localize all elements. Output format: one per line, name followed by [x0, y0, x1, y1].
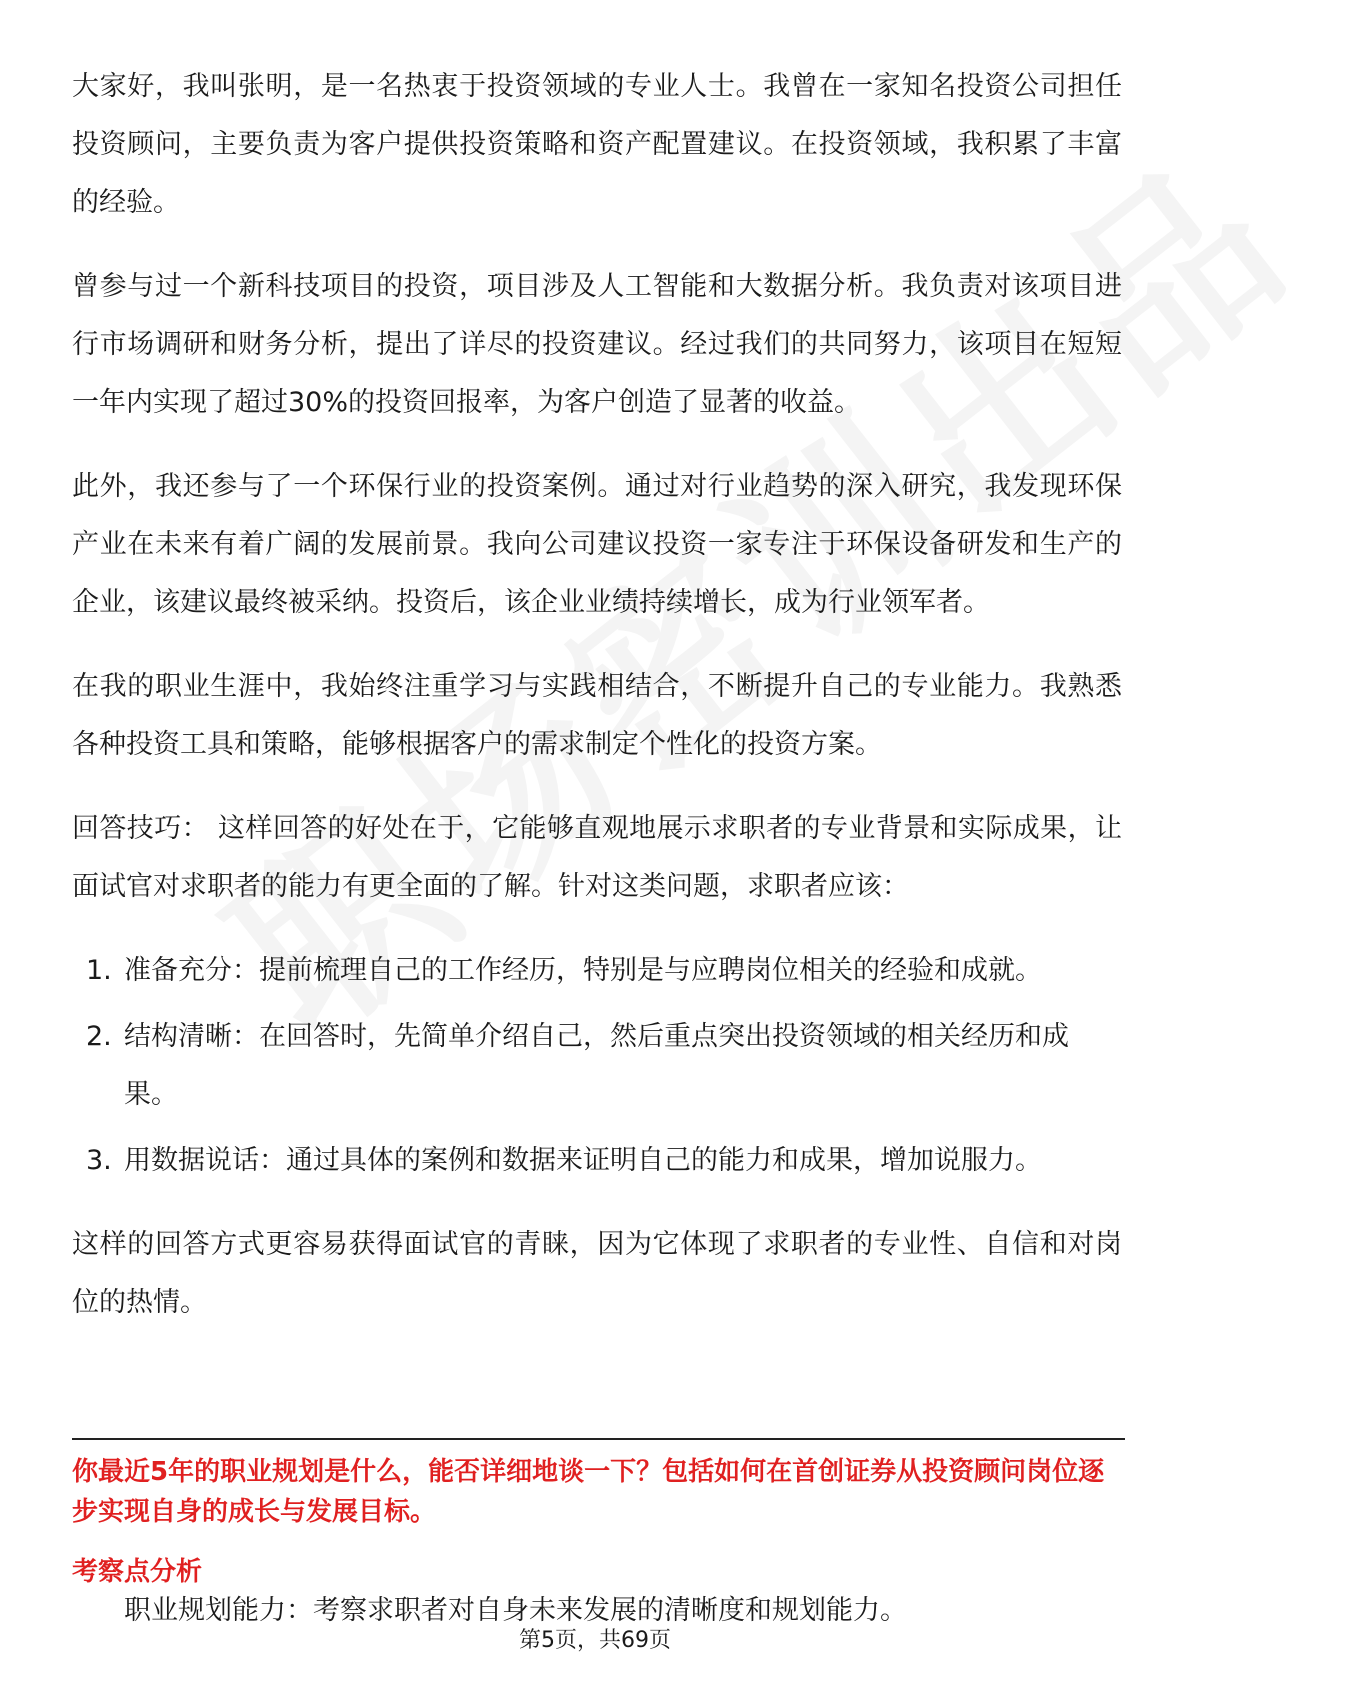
paragraph-closing: 这样的回答方式更容易获得面试官的青睐，因为它体现了求职者的专业性、自信和对岗位的热情。 [72, 1229, 1122, 1318]
cutoff-text: 职业规划能力：考察求职者对自身未来发展的清晰度和规划能力。 [124, 1595, 907, 1626]
main-content [72, 58, 1122, 1358]
section-title: 考察点分析 [72, 1557, 203, 1587]
paragraph-tips-intro: 回答技巧： 这样回答的好处在于，它能够直观地展示求职者的专业背景和实际成果，让面试官对求职者的能力有更全面的了解。针对这类问题，求职者应该： [72, 813, 1122, 902]
list-item [72, 1132, 1122, 1190]
paragraph-career: 在我的职业生涯中，我始终注重学习与实践相结合，不断提升自己的专业能力。我熟悉各种投资工具和策略，能够根据客户的需求制定个性化的投资方案。 [72, 671, 1122, 760]
interview-question: 你最近5年的职业规划是什么，能否详细地谈一下？包括如何在首创证券从投资顾问岗位逐步实现自身的成长与发展目标。 [72, 1457, 1105, 1527]
paragraph-intro: 大家好，我叫张明，是一名热衷于投资领域的专业人士。我曾在一家知名投资公司担任投资顾问，主要负责为客户提供投资策略和资产配置建议。在投资领域，我积累了丰富的经验。 [72, 71, 1122, 218]
list-text: 结构清晰：在回答时，先简单介绍自己，然后重点突出投资领域的相关经历和成果。 [124, 1021, 1069, 1110]
list-number: 1. [86, 955, 112, 986]
page-number: 第5页，共69页 [513, 1628, 677, 1653]
list-number: 2. [86, 1021, 112, 1052]
list-text: 准备充分：提前梳理自己的工作经历，特别是与应聘岗位相关的经验和成就。 [124, 955, 1042, 986]
tips-list [72, 942, 1122, 1190]
list-item [72, 1008, 1122, 1124]
paragraph-green-project: 此外，我还参与了一个环保行业的投资案例。通过对行业趋势的深入研究，我发现环保产业在未来有着广阔的发展前景。我向公司建议投资一家专注于环保设备研发和生产的企业，该建议最终被采纳。投资后，该企业业绩持续增长，成为行业领军者。 [72, 471, 1122, 618]
page-footer [0, 1626, 1190, 1656]
list-text: 用数据说话：通过具体的案例和数据来证明自己的能力和成果，增加说服力。 [124, 1145, 1042, 1176]
paragraph-tech-project: 曾参与过一个新科技项目的投资，项目涉及人工智能和大数据分析。我负责对该项目进行市场调研和财务分析，提出了详尽的投资建议。经过我们的共同努力，该项目在短短一年内实现了超过30%的投资回报率，为客户创造了显著的收益。 [72, 271, 1122, 418]
list-number: 3. [86, 1145, 112, 1176]
section-divider [72, 1438, 1125, 1440]
list-item [72, 942, 1122, 1000]
